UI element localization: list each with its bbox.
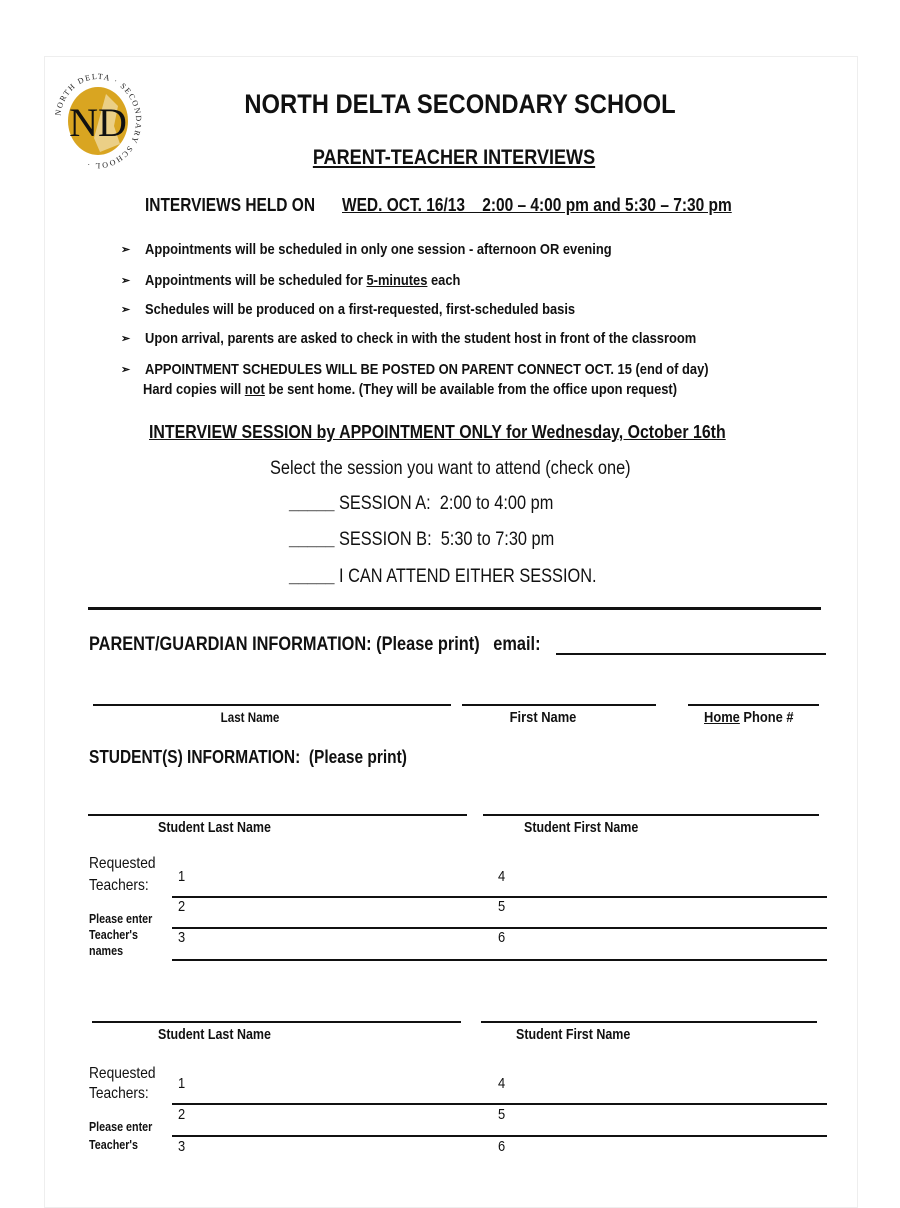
- section-divider: [88, 607, 821, 610]
- teachers-label: Teachers:: [89, 1085, 149, 1102]
- phone-word: Phone #: [739, 709, 794, 726]
- please-enter-label: Please enter: [89, 912, 153, 926]
- cont-post: be sent home. (They will be available from the office upon request): [264, 381, 678, 398]
- session-b-checkbox-blank[interactable]: _____: [289, 529, 335, 550]
- student-2-first-name-field[interactable]: [481, 1021, 817, 1023]
- bullet-2-underlined: 5-minutes: [366, 272, 428, 289]
- teacher-number-4: 4: [498, 1075, 506, 1092]
- teacher-row-2-field[interactable]: [172, 1135, 827, 1137]
- student-1-first-name-label: Student First Name: [524, 820, 639, 836]
- student-2-last-name-label: Student Last Name: [158, 1027, 271, 1043]
- svg-text:NORTH DELTA · SECONDARY SCHOOL: NORTH DELTA · SECONDARY SCHOOL ·: [53, 71, 144, 171]
- session-b-option[interactable]: [289, 530, 554, 549]
- student-1-last-name-label: Student Last Name: [158, 820, 271, 836]
- teacher-number-3: 3: [178, 1138, 186, 1155]
- parent-last-name-label: Last Name: [220, 710, 280, 725]
- student-2-first-name-label: Student First Name: [516, 1027, 631, 1043]
- parent-last-name-field[interactable]: [93, 704, 451, 706]
- student-2-last-name-field[interactable]: [92, 1021, 461, 1023]
- svg-text:ND: ND: [69, 100, 127, 145]
- school-name: NORTH DELTA SECONDARY SCHOOL: [244, 89, 676, 119]
- either-session-option[interactable]: [289, 567, 597, 586]
- parent-first-name-field[interactable]: [462, 704, 656, 706]
- email-label: email:: [493, 634, 541, 655]
- arrow-bullet-icon: ➢: [121, 244, 131, 256]
- teacher-row-1-field[interactable]: [172, 1103, 827, 1105]
- requested-label: Requested: [89, 1065, 156, 1082]
- parent-first-name-label: First Name: [509, 709, 577, 726]
- names-label: names: [89, 944, 124, 958]
- student-heading: STUDENT(S) INFORMATION: (Please print): [89, 747, 407, 767]
- teacher-row-3-field[interactable]: [172, 959, 827, 961]
- teacher-number-2: 2: [178, 898, 186, 915]
- arrow-bullet-icon: ➢: [121, 304, 131, 316]
- parent-heading-text: PARENT/GUARDIAN INFORMATION: (Please print): [89, 634, 480, 655]
- bullet-1: Appointments will be scheduled in only one session - afternoon OR evening: [145, 241, 612, 258]
- teacher-number-4: 4: [498, 868, 506, 885]
- arrow-bullet-icon: ➢: [121, 333, 131, 345]
- bullet-2-post: each: [427, 272, 461, 289]
- teacher-number-5: 5: [498, 1106, 506, 1123]
- bullet-3: Schedules will be produced on a first-requested, first-scheduled basis: [145, 301, 576, 318]
- session-heading: INTERVIEW SESSION by APPOINTMENT ONLY for Wednesday, October 16th: [149, 421, 726, 442]
- home-phone-field[interactable]: [688, 704, 819, 706]
- either-checkbox-blank[interactable]: _____: [289, 566, 335, 587]
- session-a-label: SESSION A: 2:00 to 4:00 pm: [338, 493, 554, 514]
- home-word: Home: [704, 709, 740, 726]
- teacher-number-5: 5: [498, 898, 506, 915]
- arrow-bullet-icon: ➢: [121, 275, 131, 287]
- held-on-label: INTERVIEWS HELD ON: [145, 195, 316, 215]
- home-phone-label: [704, 710, 794, 725]
- parent-heading: [89, 635, 541, 654]
- teacher-number-2: 2: [178, 1106, 186, 1123]
- student-1-last-name-field[interactable]: [88, 814, 467, 816]
- bullet-5-continuation: [143, 382, 677, 397]
- teacher-number-1: 1: [178, 1075, 186, 1092]
- bullet-2: [145, 273, 460, 288]
- teachers-label: Teachers:: [89, 877, 149, 894]
- either-label: I CAN ATTEND EITHER SESSION.: [338, 566, 597, 587]
- arrow-bullet-icon: ➢: [121, 364, 131, 376]
- cont-underlined: not: [244, 381, 265, 398]
- bullet-4: Upon arrival, parents are asked to check in with the student host in front of the classroom: [145, 330, 697, 347]
- held-on-value: WED. OCT. 16/13 2:00 – 4:00 pm and 5:30 – 7:30 pm: [342, 195, 732, 215]
- teacher-number-6: 6: [498, 1138, 506, 1155]
- session-a-option[interactable]: [289, 494, 553, 513]
- email-field[interactable]: [556, 653, 826, 655]
- session-b-label: SESSION B: 5:30 to 7:30 pm: [338, 529, 555, 550]
- form-title: PARENT-TEACHER INTERVIEWS: [312, 146, 596, 169]
- requested-label: Requested: [89, 855, 156, 872]
- session-a-checkbox-blank[interactable]: _____: [289, 493, 335, 514]
- teachers-apos-label: Teacher's: [89, 1138, 138, 1152]
- cont-pre: Hard copies will: [143, 381, 245, 398]
- school-logo: [48, 66, 148, 176]
- please-enter-label: Please enter: [89, 1120, 153, 1134]
- teachers-apos-label: Teacher's: [89, 928, 138, 942]
- bullet-2-pre: Appointments will be scheduled for: [145, 272, 367, 289]
- teacher-number-3: 3: [178, 929, 186, 946]
- teacher-number-6: 6: [498, 929, 506, 946]
- student-1-first-name-field[interactable]: [483, 814, 819, 816]
- session-instruction: Select the session you want to attend (check one): [270, 458, 631, 479]
- bullet-5: APPOINTMENT SCHEDULES WILL BE POSTED ON PARENT CONNECT OCT. 15 (end of day): [145, 361, 709, 378]
- teacher-number-1: 1: [178, 868, 186, 885]
